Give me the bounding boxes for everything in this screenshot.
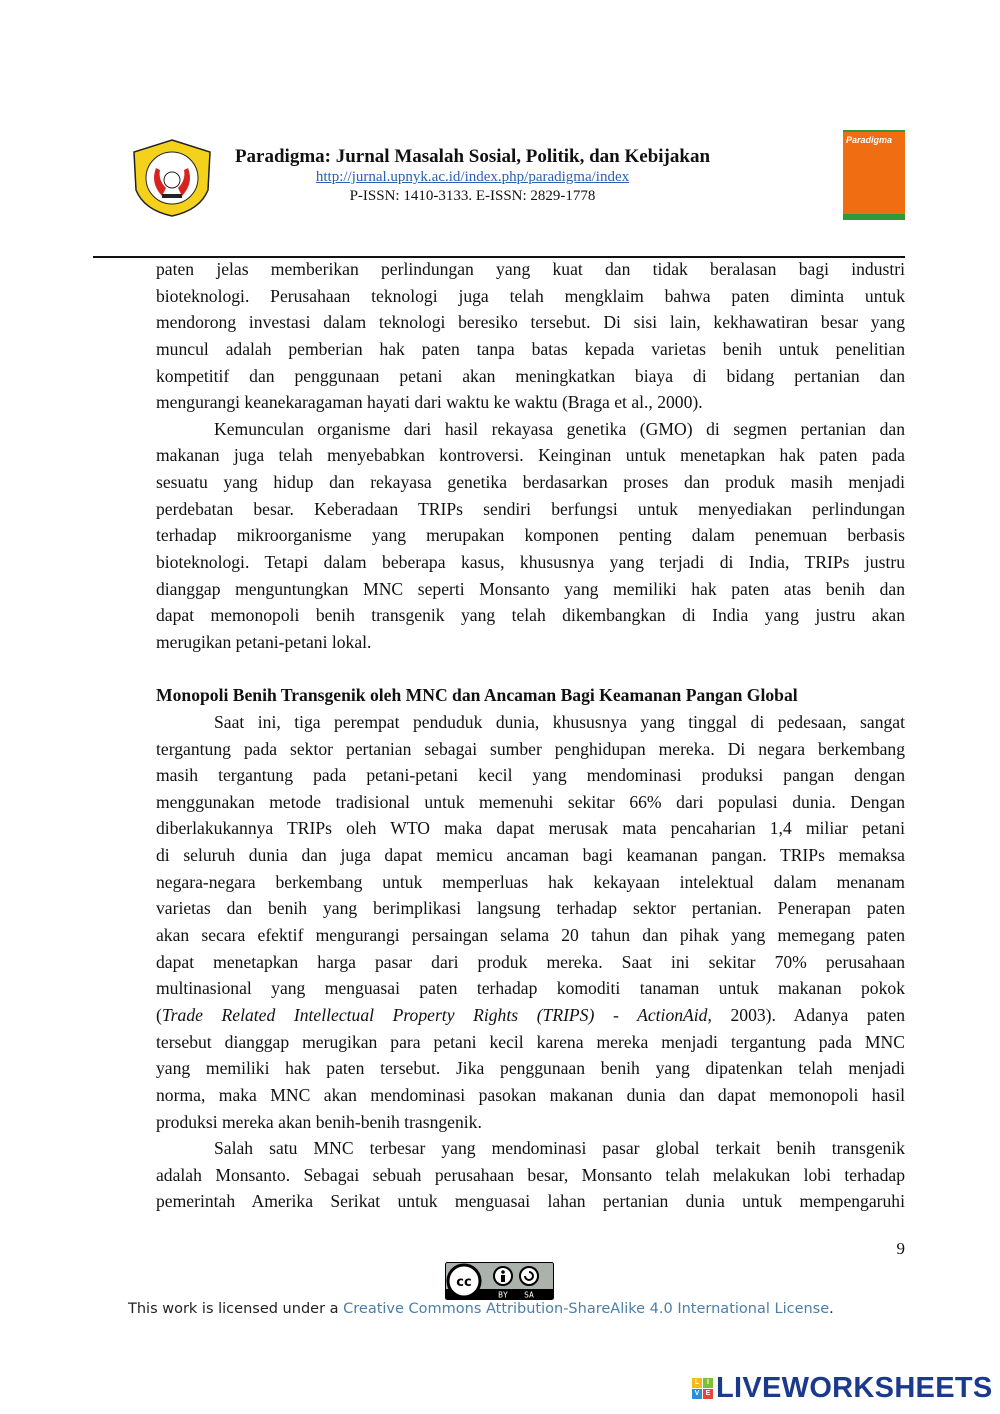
citation-title: Trade Related Intellectual Property Rights (TRIPS) - ActionAid (161, 1004, 708, 1025)
svg-text:cc: cc (456, 1275, 472, 1290)
text-line: bioteknologi. Perusahaan teknologi juga telah mengklaim bahwa paten diminta untuk (156, 285, 905, 306)
text-line: bioteknologi. Tetapi dalam beberapa kasus, khususnya yang terjadi di India, TRIPs justru (156, 552, 905, 573)
text-line: negara-negara berkembang untuk memperluas hak kekayaan intelektual dalam menanam (156, 871, 905, 892)
journal-url-link[interactable]: http://jurnal.upnyk.ac.id/index.php/paradigma/index (315, 169, 630, 185)
text-line: Kemunculan organisme dari hasil rekayasa genetika (GMO) di segmen pertanian dan (214, 418, 905, 439)
liveworksheets-wordmark: LIVEWORKSHEETS (716, 1371, 993, 1404)
sharealike-icon (520, 1267, 538, 1285)
text-line: Salah satu MNC terbesar yang mendominasi pasar global terkait benih transgenik (214, 1138, 905, 1159)
text-line: di seluruh dunia dan juga dapat memicu ancaman bagi keamanan pangan. TRIPs memaksa (156, 845, 905, 866)
text-line: yang memiliki hak paten tersebut. Jika penggunaan benih yang dipatenkan telah menjadi (156, 1058, 905, 1079)
issn-text: P-ISSN: 1410-3133. E-ISSN: 2829-1778 (349, 188, 596, 204)
text-line: adalah Monsanto. Sebagai sebuah perusahaan besar, Monsanto telah melakukan lobi terhadap (156, 1164, 905, 1185)
text-line: Saat ini, tiga perempat penduduk dunia, khususnya yang tinggal di pedesaan, sangat (214, 711, 905, 732)
liveworksheets-grid-icon: L I V E (692, 1378, 713, 1399)
text-line: mengurangi keanekaragaman hayati dari waktu ke waktu (Braga et al., 2000). (156, 392, 703, 413)
section-heading: Monopoli Benih Transgenik oleh MNC dan Ancaman Bagi Keamanan Pangan Global (156, 685, 798, 706)
text-line: varietas dan benih yang berimplikasi langsung terhadap sektor pertanian. Penerapan paten (156, 898, 905, 919)
text-line: kompetitif dan penggunaan petani akan meningkatkan biaya di bidang pertanian dan (156, 365, 905, 386)
text-line: dianggap menguntungkan MNC seperti Monsanto yang memiliki hak paten atas benih dan (156, 578, 905, 599)
text-line: masih tergantung pada petani-petani kecil yang mendominasi produksi pangan dengan (156, 765, 905, 786)
text-line: dapat menetapkan harga pasar dari produk mereka. Saat ini sekitar 70% perusahaan (156, 951, 905, 972)
svg-text:BY: BY (498, 1290, 508, 1300)
text-line: terhadap mikroorganisme yang merupakan komponen penting dalam penemuan berbasis (156, 525, 905, 546)
cc-by-sa-badge[interactable] (445, 1262, 554, 1300)
text-line: muncul adalah pemberian hak paten tanpa batas kepada varietas benih untuk penelitian (156, 338, 905, 359)
cover-title: Paradigma (846, 135, 893, 145)
journal-title: Paradigma: Jurnal Masalah Sosial, Politik, dan Kebijakan (234, 146, 711, 167)
text-line: perdebatan besar. Keberadaan TRIPs sendiri berfungsi untuk menyediakan perlindungan (156, 498, 905, 519)
liveworksheets-logo (692, 1372, 993, 1404)
text-line (156, 1002, 905, 1029)
text-line: tersebut dianggap merugikan para petani kecil karena mereka menjadi tergantung pada MNC (156, 1031, 905, 1052)
text-segment: ( (156, 1004, 162, 1025)
text-line: makanan juga telah menyebabkan kontroversi. Keinginan untuk menetapkan hak paten pada (156, 445, 905, 466)
text-line: pemerintah Amerika Serikat untuk menguasai lahan pertanian dunia untuk mempengaruhi (156, 1191, 905, 1212)
text-line: merugikan petani-petani lokal. (156, 631, 372, 652)
text-line: menggunakan metode tradisional untuk memenuhi sekitar 66% dari populasi dunia. Dengan (156, 791, 905, 812)
text-line: diberlakukannya TRIPs oleh WTO maka dapat merusak mata pencaharian 1,4 miliar petani (156, 818, 905, 839)
paragraph (156, 416, 905, 656)
journal-cover-image (843, 130, 905, 220)
paragraph (156, 1135, 905, 1215)
license-suffix: . (829, 1301, 834, 1317)
article-body (156, 256, 905, 1215)
paragraph (156, 256, 905, 416)
text-line: dapat memonopoli benih transgenik yang telah dikembangkan di India yang justru akan (156, 605, 905, 626)
text-line: norma, maka MNC akan mendominasi pasokan makanan dunia dan dapat memonopoli hasil (156, 1084, 905, 1105)
license-text (128, 1301, 834, 1317)
text-line: sesuatu yang hidup dan rekayasa genetika berdasarkan proses dan produk masih menjadi (156, 472, 905, 493)
license-link[interactable]: Creative Commons Attribution-ShareAlike 4.0 International License (343, 1301, 830, 1317)
university-logo (130, 138, 214, 218)
text-line: tergantung pada sektor pertanian sebagai sumber penghidupan mereka. Di negara berkembang (156, 738, 905, 759)
svg-text:SA: SA (524, 1290, 534, 1300)
page-number: 9 (896, 1239, 905, 1258)
text-line: multinasional yang menguasai paten terhadap komoditi tanaman untuk makanan pokok (156, 978, 905, 999)
text-line: akan secara efektif mengurangi persaingan selama 20 tahun dan pihak yang memegang paten (156, 925, 905, 946)
text-line: produksi mereka akan benih-benih trasngenik. (156, 1111, 482, 1132)
paragraph (156, 709, 905, 1135)
text-segment: , 2003). Adanya paten (707, 1004, 905, 1025)
blank-line (156, 656, 905, 683)
text-line: paten jelas memberikan perlindungan yang kuat dan tidak beralasan bagi industri (156, 259, 905, 279)
text-line: mendorong investasi dalam teknologi beresiko tersebut. Di sisi lain, kekhawatiran besar yang (156, 312, 905, 333)
license-prefix: This work is licensed under a (128, 1301, 344, 1317)
